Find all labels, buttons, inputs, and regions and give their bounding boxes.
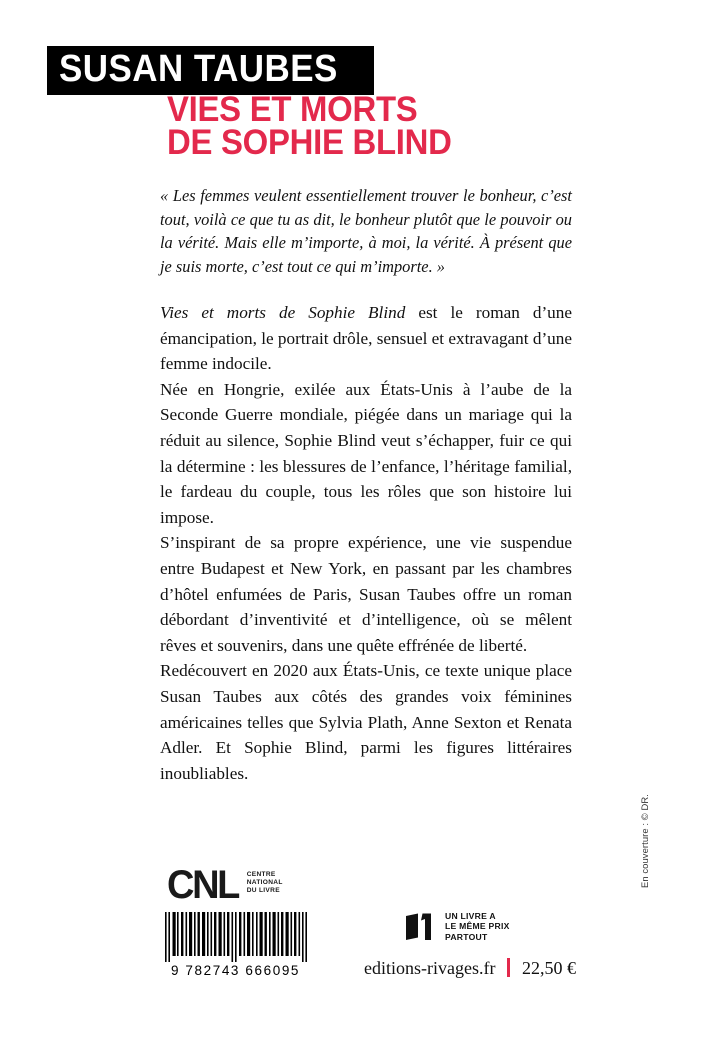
blurb-paragraph-1 [160, 300, 572, 377]
cnl-line-3: DU LIVRE [246, 887, 280, 895]
publisher-price-row [364, 955, 576, 979]
cnl-logo-wordmark [247, 871, 283, 896]
same-price-line-3: PARTOUT [445, 931, 488, 942]
cnl-logo [167, 863, 283, 907]
blurb-body [160, 184, 572, 786]
same-price-line-2: LE MÊME PRIX [445, 921, 510, 932]
book-title [167, 90, 470, 162]
blurb-paragraph-3: S’inspirant de sa propre expérience, une vie suspendue entre Budapest et New York, en passant par les chambres d’hôtel enfumées de Paris, Susan Taubes offre un roman débordant d’inventivité et d’intelligence, où se mêlent rêves et souvenirs, dans une quête effrénée de liberté. [160, 533, 572, 655]
book-title-line-2: DE SOPHIE BLIND [167, 123, 452, 162]
cnl-monogram: CNL [167, 863, 238, 907]
author-name: SUSAN TAUBES [59, 48, 338, 90]
cover-credit: En couverture : © DR. [639, 794, 650, 888]
blurb-title-mention: Vies et morts de Sophie Blind [160, 303, 406, 322]
isbn-digits: 9 782743 666095 [170, 963, 301, 978]
cnl-line-2: NATIONAL [246, 879, 283, 887]
same-price-line-1: UN LIVRE A [445, 911, 496, 921]
author-name-band [47, 46, 374, 95]
same-price-wordmark [445, 911, 510, 942]
pull-quote: « Les femmes veulent essentiellement trouver le bonheur, c’est tout, voilà ce que tu as dit, le bonheur plutôt que le pouvoir ou la vérité. Mais elle m’importe, à moi, la vérité. À présent que je suis morte, c’est tout ce qui m’importe. » [160, 186, 572, 276]
book-title-line-1: VIES ET MORTS [167, 90, 418, 129]
publisher-website[interactable]: editions-rivages.fr [364, 958, 496, 978]
publisher-price-divider [507, 958, 510, 977]
open-book-icon [405, 913, 439, 941]
blurb-paragraph-1-rest: est le roman d’une émancipation, le portrait drôle, sensuel et extravagant d’une femme indocile. [160, 303, 572, 374]
isbn-barcode [163, 912, 308, 978]
barcode-bars-icon [163, 912, 308, 962]
price: 22,50 € [521, 958, 576, 978]
blurb-paragraph-4: Redécouvert en 2020 aux États-Unis, ce texte unique place Susan Taubes aux côtés des grandes voix féminines américaines telles que Sylvia Plath, Anne Sexton et Renata Adler. Et Sophie Blind, parmi les figures littéraires inoubliables. [160, 661, 572, 783]
cnl-line-1: CENTRE [246, 871, 276, 878]
blurb-paragraph-2: Née en Hongrie, exilée aux États-Unis à l’aube de la Seconde Guerre mondiale, piégée dans un mariage qui la réduit au silence, Sophie Blind veut s’échapper, fuir ce qui la détermine : les blessures de l’enfance, l’héritage familial, le fardeau du couple, tous les rôles que son histoire lui impose. [160, 379, 572, 527]
same-price-logo [405, 911, 510, 942]
